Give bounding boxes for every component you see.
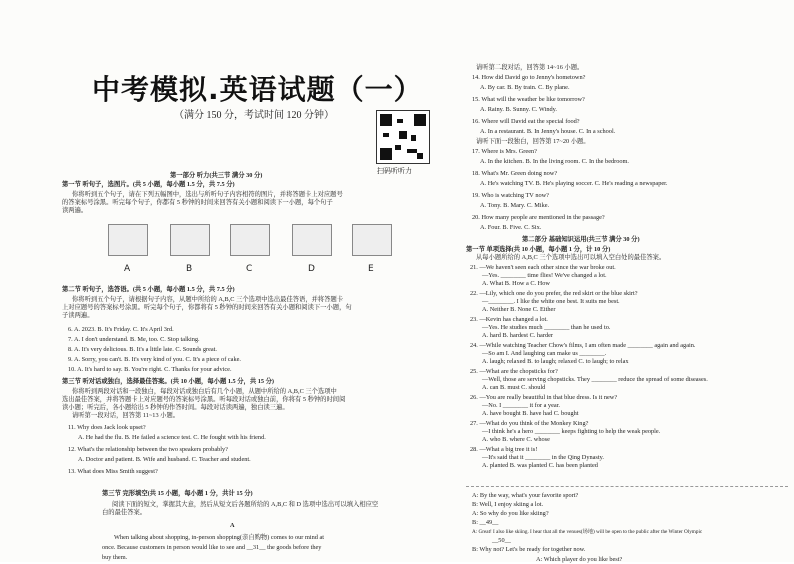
- question-24-options: A. laugh; relaxed B. to laugh; relaxed C. to laugh; to relax: [482, 358, 629, 365]
- right-column: [466, 58, 788, 563]
- question-24: 24. —While watching Teacher Chow's films, I am often made ________ again and again.: [470, 342, 696, 349]
- cloze-instruction: 阅读下面的短文，掌握其大意，然后从短文后各题所给的 A,B,C 和 D 选项中选出可以填入相应空: [112, 501, 379, 508]
- section1-heading: 第一节 听句子，选图片。(共 5 小题，每小题 1.5 分，共 7.5 分): [62, 181, 235, 188]
- question-21-line: —Yes. ________ time flies! We've changed a lot.: [482, 272, 607, 279]
- dialogue-line: A: So why do you like skiing?: [472, 510, 549, 517]
- question-19: 19. Who is watching TV now?: [472, 192, 549, 199]
- part2-heading: 第二部分 基础知识运用(共三节 满分 30 分): [522, 236, 640, 243]
- question-7: 7. A. I don't understand. B. Me, too. C. Stop talking.: [68, 336, 200, 343]
- question-20-options: A. Four. B. Five. C. Six.: [480, 224, 542, 231]
- part2-section1-heading: 第一节 单项选择(共 10 小题，每小题 1 分，计 10 分): [466, 246, 611, 253]
- section3-instruction: 读小题；听完后，各小题给出 5 秒钟的作答时间。每段对话读两遍，独白读三遍。: [62, 404, 289, 411]
- question-22-options: A. Neither B. None C. Either: [482, 306, 556, 313]
- part2-section1-instruction: 从每小题所给的 A,B,C 三个选项中选出可以填入空白处的最佳答案。: [476, 254, 666, 261]
- question-13: 13. What does Miss Smith suggest?: [68, 468, 158, 475]
- section1-instruction: 读两遍。: [62, 207, 88, 214]
- question-18-options: A. He's watching TV. B. He's playing soccer. C. He's reading a newspaper.: [480, 180, 668, 187]
- question-8: 8. A. It's very delicious. B. It's a little late. C. Sounds great.: [68, 346, 218, 353]
- picture-label: D: [308, 264, 315, 274]
- question-19-options: A. Tony. B. Mary. C. Mike.: [480, 202, 550, 209]
- question-15: 15. What will the weather be like tomorrow?: [472, 96, 585, 103]
- listening-picture-c: [230, 224, 270, 256]
- passage-text: once. Because customers in person would like to see and __31__ the goods before they: [102, 544, 322, 551]
- section2-instruction: 上对应题号的答案标号涂黑。听完每个句子，你都将有 5 秒钟的时间来回答有关小题和阅读下一小题，句: [62, 304, 352, 311]
- cloze-heading: 第三节 完形填空(共 15 小题，每小题 1 分，共计 15 分): [102, 490, 253, 497]
- part1-heading: 第一部分 听力(共三节 满分 30 分): [170, 172, 263, 179]
- question-27-options: A. who B. where C. whose: [482, 436, 550, 443]
- section3-heading: 第三节 听对话或独白，选择最佳答案。(共 10 小题，每小题 1.5 分，共 15 分): [62, 378, 274, 385]
- exam-title: 中考模拟.英语试题（一）: [92, 73, 423, 106]
- question-14-options: A. By car. B. By train. C. By plane.: [480, 84, 570, 91]
- listening-picture-a: [108, 224, 148, 256]
- picture-label: A: [124, 264, 131, 274]
- dialogue-line: B: __49__: [472, 519, 499, 526]
- section2-instruction: 你将听到五个句子，请根据句子内容，从题中所给的 A,B,C 三个选项中选出最佳答语，并将答题卡: [72, 296, 344, 303]
- picture-label: E: [368, 264, 374, 274]
- question-28-line: —It's said that it ________ in the Qing Dynasty.: [482, 454, 604, 461]
- question-28: 28. —What a big tree it is!: [470, 446, 538, 453]
- dialogue-line: B: Why not? Let's be ready for together now.: [472, 546, 586, 553]
- question-18: 18. What's Mr. Green doing now?: [472, 170, 558, 177]
- question-16: 16. Where will David eat the special food?: [472, 118, 580, 125]
- question-24-line: —So am I. And laughing can make us ________.: [482, 350, 607, 357]
- question-25-options: A. can B. must C. should: [482, 384, 546, 391]
- question-20: 20. How many people are mentioned in the passage?: [472, 214, 605, 221]
- cloze-instruction: 白的最佳答案。: [102, 509, 147, 516]
- question-16-options: A. In a restaurant. B. In Jenny's house. C. In a school.: [480, 128, 616, 135]
- question-25: 25. —What are the chopsticks for?: [470, 368, 558, 375]
- question-26-options: A. have bought B. have had C. bought: [482, 410, 579, 417]
- question-10: 10. A. It's hard to say. B. You're right. C. Thanks for your advice.: [68, 366, 232, 373]
- question-26-line: —No. I ________ it for a year.: [482, 402, 560, 409]
- instruction: 请听下面一段独白，回答第 17~20 小题。: [476, 138, 590, 145]
- section2-instruction: 子读两遍。: [62, 312, 94, 319]
- listening-picture-b: [170, 224, 210, 256]
- section2-heading: 第二节 听句子，选答语。(共 5 小题，每小题 1.5 分，共 7.5 分): [62, 286, 235, 293]
- section3-instruction: 你将听到两段对话和一段独白，每段对话或独白后有几个小题，从题中所给的 A,B,C 三个选项中: [72, 388, 337, 395]
- question-11-options: A. He had the flu. B. He failed a science test. C. He fought with his friend.: [78, 434, 266, 441]
- picture-label: B: [186, 264, 193, 274]
- section3-instruction: 请听第一段对话，回答第 11~13 小题。: [72, 412, 180, 419]
- question-17: 17. Where is Mrs. Green?: [472, 148, 537, 155]
- question-15-options: A. Rainy. B. Sunny. C. Windy.: [480, 106, 557, 113]
- listening-picture-d: [292, 224, 332, 256]
- exam-subtitle: （满分 150 分，考试时间 120 分钟）: [174, 110, 334, 121]
- question-23: 23. —Kevin has changed a lot.: [470, 316, 548, 323]
- question-23-options: A. hard B. hardest C. harder: [482, 332, 553, 339]
- section1-instruction: 的答案标号涂黑。听完每个句子，你都有 5 秒钟的时间来回答有关小题和阅读下一小题，每个句子: [62, 199, 333, 206]
- question-21-options: A. What B. How a C. How: [482, 280, 550, 287]
- left-column: [62, 58, 460, 561]
- passage-label: A: [230, 522, 235, 529]
- question-21: 21. —We haven't seen each other since the war broke out.: [470, 264, 616, 271]
- question-27-line: —I think he's a hero ________ keeps fighting to help the weak people.: [482, 428, 661, 435]
- question-23-line: —Yes. He studies much ________ than he used to.: [482, 324, 611, 331]
- question-17-options: A. In the kitchen. B. In the living room. C. In the bedroom.: [480, 158, 630, 165]
- section-divider: [466, 486, 788, 487]
- question-26: 26. —You are really beautiful in that blue dress. Is it new?: [470, 394, 618, 401]
- question-9: 9. A. Sorry, you can't. B. It's very kind of you. C. It's a piece of cake.: [68, 356, 241, 363]
- dialogue-line: __50__: [492, 537, 511, 544]
- section3-instruction: 选出最佳答案，并将答题卡上对应题号的答案标号涂黑。听每段对话或独白前，你将有 5 秒钟的时间阅: [62, 396, 346, 403]
- dialogue-line: B: Well, I enjoy skiing a lot.: [472, 501, 544, 508]
- question-22-line: —________. I like the white one best. It suits me best.: [482, 298, 620, 305]
- qr-label: 扫码听听力: [377, 167, 412, 175]
- section1-instruction: 你将听到五个句子，请在下列五幅图中，选出与所听句子内容相符的图片，并将答题卡上对应题号: [72, 191, 343, 198]
- dialogue-line: A: Great! I also like skiing. I hear that all the venues(场地) will be open to the public after the Winter Olympic: [472, 529, 703, 535]
- instruction: 请听第二段对话，回答第 14~16 小题。: [476, 64, 584, 71]
- question-14: 14. How did David go to Jenny's hometown?: [472, 74, 586, 81]
- dialogue-line: A: By the way, what's your favorite sport?: [472, 492, 579, 499]
- question-25-line: —Well, those are serving chopsticks. They ________ reduce the spread of some diseases.: [482, 376, 708, 383]
- question-28-options: A. planted B. was planted C. has been planted: [482, 462, 598, 469]
- dialogue-line: A: Which player do you like best?: [536, 556, 623, 563]
- passage-text: buy them.: [102, 554, 128, 561]
- question-6: 6. A. 2023. B. It's Friday. C. It's April 3rd.: [68, 326, 174, 333]
- listening-picture-e: [352, 224, 392, 256]
- passage-text: When talking about shopping, in-person shopping(亲自购物) comes to our mind at: [114, 534, 325, 541]
- question-11: 11. Why does Jack look upset?: [68, 424, 146, 431]
- question-27: 27. —What do you think of the Monkey King?: [470, 420, 589, 427]
- question-12-options: A. Doctor and patient. B. Wife and husband. C. Teacher and student.: [78, 456, 251, 463]
- picture-label: C: [246, 264, 253, 274]
- qr-code-image: [376, 110, 430, 164]
- question-12: 12. What's the relationship between the two speakers probably?: [68, 446, 228, 453]
- question-22: 22. —Lily, which one do you prefer, the red skirt or the blue skirt?: [470, 290, 638, 297]
